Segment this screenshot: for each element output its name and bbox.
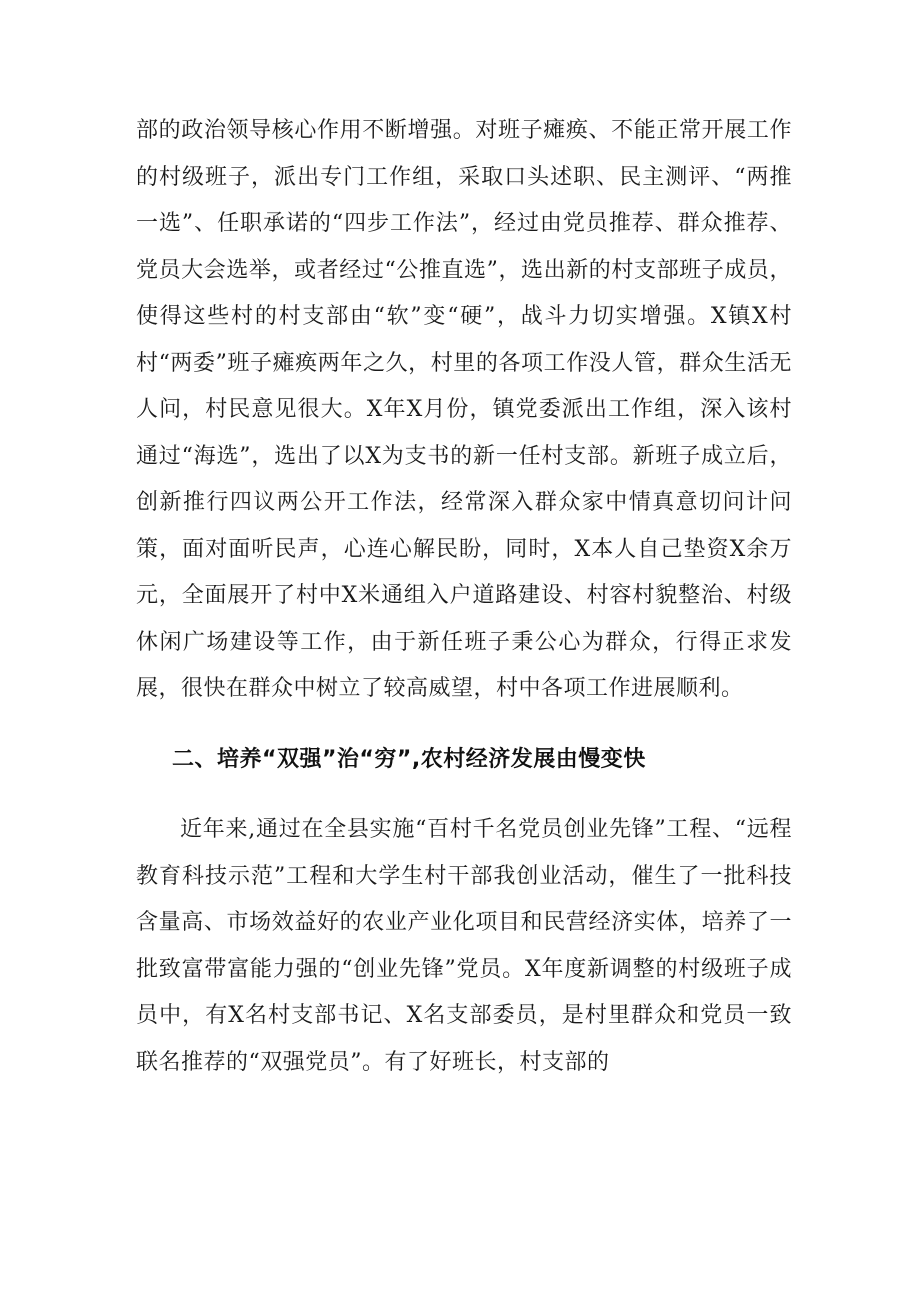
section-heading: 二、培养“双强”治“穷”,农村经济发展由慢变快 bbox=[172, 746, 646, 772]
body-paragraph-continuation: 部的政治领导核心作用不断增强。对班子瘫痪、不能正常开展工作的村级班子，派出专门工作组，采取口头述职、民主测评、“两推一选”、任职承诺的“四步工作法”，经过由党员推荐、群众推荐、党员大会选举，或者经过“公推直选”，选出新的村支部班子成员，使得这些村的村支部由“软”变“硬”，战斗力切实增强。X镇X村村“两委”班子瘫痪两年之久，村里的各项工作没人管，群众生活无人问，村民意见很大。X年X月份，镇党委派出工作组，深入该村通过“海选”，选出了以X为支书的新一任村支部。新班子成立后，创新推行四议两公开工作法，经常深入群众家中情真意切问计问策，面对面听民声，心连心解民盼，同时，X本人自己垫资X余万元，全面展开了村中X米通组入户道路建设、村容村貌整治、村级休闲广场建设等工作，由于新任班子秉公心为群众，行得正求发展，很快在群众中树立了较高威望，村中各项工作进展顺利。 bbox=[136, 118, 792, 701]
document-body bbox=[136, 108, 792, 1086]
body-paragraph: 近年来,通过在全县实施“百村千名党员创业先锋”工程、“远程教育科技示范”工程和大学生村干部我创业活动，催生了一批科技含量高、市场效益好的农业产业化项目和民营经济实体，培养了一批致富带富能力强的“创业先锋”党员。X年度新调整的村级班子成员中，有X名村支部书记、X名支部委员，是村里群众和党员一致联名推荐的“双强党员”。有了好班长，村支部的 bbox=[136, 817, 792, 1075]
